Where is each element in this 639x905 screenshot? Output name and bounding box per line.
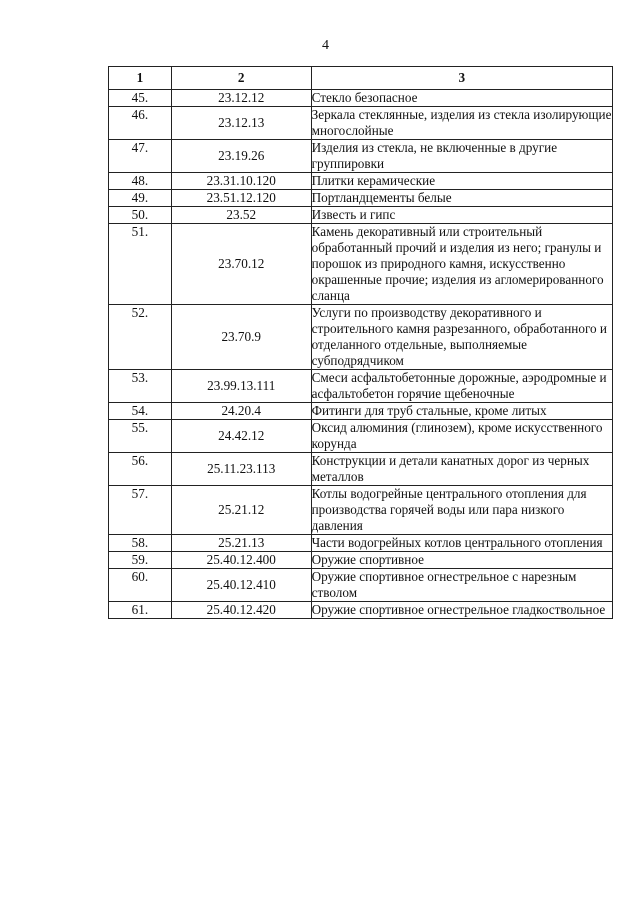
row-code: 23.12.13: [171, 107, 311, 140]
row-number: 46.: [109, 107, 172, 140]
row-description: Зеркала стеклянные, изделия из стекла изолирующие многослойные: [311, 107, 612, 138]
table-row: [109, 207, 613, 224]
row-description: Котлы водогрейные центрального отопления для производства горячей воды или пара низкого давления: [311, 486, 612, 535]
row-number: 58.: [109, 535, 172, 552]
table-row: [109, 569, 613, 602]
page-number: 4: [322, 38, 329, 53]
row-number: 55.: [109, 420, 172, 453]
row-code: 25.21.13: [171, 535, 311, 552]
row-number: 51.: [109, 224, 172, 305]
row-code: 23.12.12: [171, 90, 311, 107]
row-code: 24.20.4: [171, 403, 311, 420]
row-number: 49.: [109, 190, 172, 207]
row-number: 48.: [109, 173, 172, 190]
table-row: [109, 173, 613, 190]
row-description: Стекло безопасное: [311, 90, 612, 107]
row-code: 23.19.26: [171, 140, 311, 173]
column-header-number: 1: [109, 67, 172, 90]
row-code: 23.31.10.120: [171, 173, 311, 190]
row-number: 57.: [109, 486, 172, 535]
row-number: 60.: [109, 569, 172, 602]
row-code: 23.70.12: [171, 224, 311, 305]
row-description: Оружие спортивное: [311, 552, 612, 569]
row-number: 53.: [109, 370, 172, 403]
row-description: Оксид алюминия (глинозем), кроме искусственного корунда: [311, 420, 612, 453]
row-description: Части водогрейных котлов центрального отопления: [311, 535, 612, 552]
table-row: [109, 552, 613, 569]
row-number: 47.: [109, 140, 172, 173]
row-description: Оружие спортивное огнестрельное гладкоствольное: [311, 602, 612, 619]
table-row: [109, 107, 613, 140]
row-description: Изделия из стекла, не включенные в другие группировки: [311, 140, 612, 173]
table-row: [109, 90, 613, 107]
row-description: Плитки керамические: [311, 173, 612, 190]
table-header-row: [109, 67, 613, 90]
column-header-code: 2: [171, 67, 311, 90]
table-row: [109, 420, 613, 453]
row-description: Оружие спортивное огнестрельное с нарезным стволом: [311, 569, 612, 602]
table-row: [109, 403, 613, 420]
row-code: 24.42.12: [171, 420, 311, 453]
row-description: Фитинги для труб стальные, кроме литых: [311, 403, 612, 420]
row-description: Смеси асфальтобетонные дорожные, аэродромные и асфальтобетон горячие щебеночные: [311, 370, 612, 403]
row-description: Портландцементы белые: [311, 190, 612, 207]
row-number: 56.: [109, 453, 172, 486]
table-row: [109, 370, 613, 403]
products-table: [108, 66, 613, 619]
row-number: 59.: [109, 552, 172, 569]
row-code: 25.21.12: [171, 486, 311, 535]
row-code: 25.40.12.400: [171, 552, 311, 569]
row-code: 23.70.9: [171, 305, 311, 370]
table-body: [109, 67, 613, 619]
row-code: 25.40.12.420: [171, 602, 311, 619]
row-code: 23.51.12.120: [171, 190, 311, 207]
row-number: 54.: [109, 403, 172, 420]
row-description: Услуги по производству декоративного и строительного камня разрезанного, обработанного и отделанного отдельные, выполняемые субподрядчиком: [311, 305, 612, 370]
table-row: [109, 602, 613, 619]
table-row: [109, 224, 613, 305]
row-number: 50.: [109, 207, 172, 224]
row-number: 52.: [109, 305, 172, 370]
row-code: 23.99.13.111: [171, 370, 311, 403]
row-description: Конструкции и детали канатных дорог из черных металлов: [311, 453, 612, 486]
row-code: 25.11.23.113: [171, 453, 311, 486]
row-number: 45.: [109, 90, 172, 107]
table-row: [109, 535, 613, 552]
row-number: 61.: [109, 602, 172, 619]
row-description: Камень декоративный или строительный обработанный прочий и изделия из него; гранулы и порошок из природного камня, искусственно окрашенные прочие; изделия из агломерированного сланца: [311, 224, 612, 305]
table-row: [109, 453, 613, 486]
table-row: [109, 140, 613, 173]
row-code: 23.52: [171, 207, 311, 224]
column-header-description: 3: [311, 67, 612, 90]
row-description: Известь и гипс: [311, 207, 612, 224]
row-code: 25.40.12.410: [171, 569, 311, 602]
table-row: [109, 190, 613, 207]
table-row: [109, 305, 613, 370]
table-row: [109, 486, 613, 535]
